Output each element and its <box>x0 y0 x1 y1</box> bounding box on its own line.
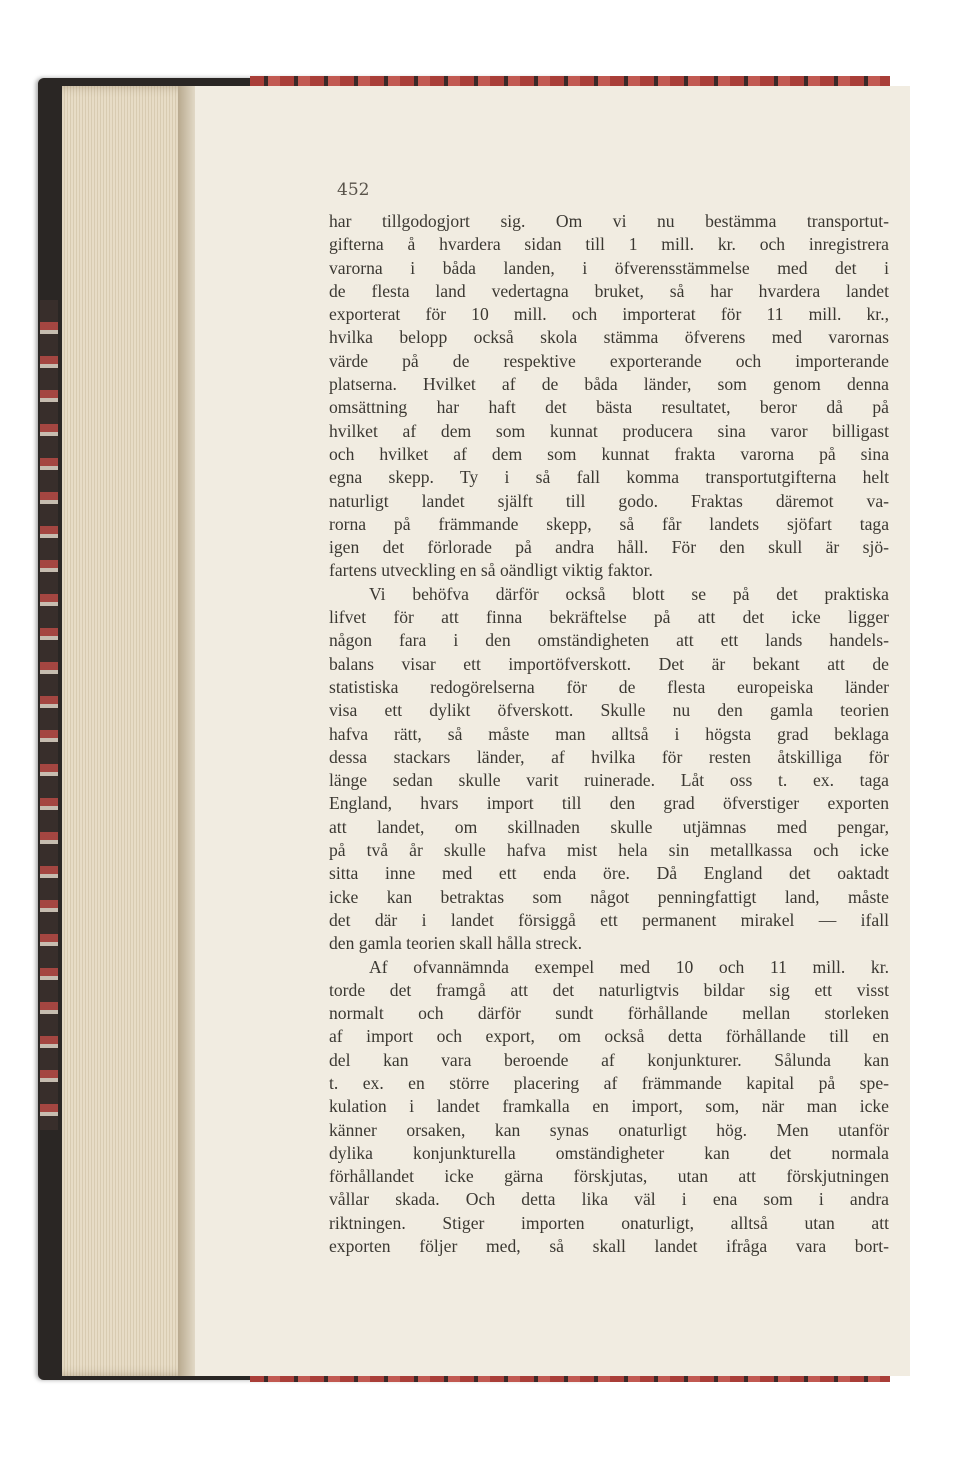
cover-edge-pattern <box>40 300 58 1130</box>
text-line: och hvilket af dem som kunnat frakta varorna på sina <box>329 443 889 464</box>
text-line: normalt och därför sundt förhållande mellan storleken <box>329 1003 889 1024</box>
text-line: balans visar ett importöfverskott. Det är bekant att de <box>329 653 889 674</box>
text-line: sitta inne med ett enda öre. Då England det oaktadt <box>329 863 889 884</box>
page-number: 452 <box>337 180 370 200</box>
text-line: t. ex. en större placering af främmande kapital på spe- <box>329 1072 889 1093</box>
text-line: någon fara i den omständigheten att ett lands handels- <box>329 630 889 651</box>
text-line: visa ett dylikt öfverskott. Skulle nu den gamla teorien <box>329 700 889 721</box>
text-line: lifvet för att finna bekräftelse på att det icke ligger <box>329 607 889 628</box>
text-line: känner orsaken, kan synas onaturligt hög. Men utanför <box>329 1119 889 1140</box>
text-line: del kan vara beroende af konjunkturer. Sålunda kan <box>329 1049 889 1070</box>
text-line: Af ofvannämnda exempel med 10 och 11 mill. kr. <box>369 956 889 977</box>
text-line: förhållandet icke gärna förskjutas, utan att förskjutningen <box>329 1166 889 1187</box>
text-line: statistiska redogörelserna för de flesta europeiska länder <box>329 676 889 697</box>
text-line: icke kan betraktas som något penningfattigt land, måste <box>329 886 889 907</box>
text-line: hafva rätt, så måste man alltså i högsta grad beklaga <box>329 723 889 744</box>
text-line: hvilka belopp också skola stämma öfverens med varornas <box>329 327 889 348</box>
text-line: exporterat för 10 mill. och importerat för 11 mill. kr., <box>329 304 889 325</box>
text-line: torde det framgå att det naturligtvis bildar sig ett visst <box>329 979 889 1000</box>
text-line: platserna. Hvilket af de båda länder, som genom denna <box>329 374 889 395</box>
text-line: de flesta land vedertagna bruket, så har hvardera landet <box>329 280 889 301</box>
text-line: gifterna å hvardera sidan till 1 mill. kr. och inregistrera <box>329 234 889 255</box>
text-line: har tillgodogjort sig. Om vi nu bestämma transportut- <box>329 211 889 231</box>
text-line: hvilket af dem som kunnat producera sina varor billigast <box>329 420 889 441</box>
text-line: egna skepp. Ty i så fall komma transportutgifterna helt <box>329 467 889 488</box>
text-line: värde på de respektive exporterande och importerande <box>329 350 889 371</box>
text-line: naturligt landet själft till godo. Fraktas däremot va- <box>329 490 889 511</box>
text-line: dylika konjunkturella omständigheter kan det normala <box>329 1142 889 1163</box>
text-line: varorna i båda landen, i öfverensstämmelse med det i <box>329 257 889 278</box>
text-line: England, hvars import till den grad öfverstiger exporten <box>329 793 889 814</box>
text-line: igen det förlorade på andra håll. För den skull är sjö- <box>329 537 889 558</box>
text-line: dessa stackars länder, af hvilka för resten åtskilliga för <box>329 746 889 767</box>
text-line: riktningen. Stiger importen onaturligt, alltså utan att <box>329 1212 889 1233</box>
text-line: af import och export, om också detta förhållande till en <box>329 1026 889 1047</box>
page-text <box>329 210 889 1258</box>
text-line: att landet, om skillnaden skulle utjämnas med pengar, <box>329 816 889 837</box>
page-stack <box>62 86 192 1376</box>
text-line: den gamla teorien skall hålla streck. <box>329 933 583 954</box>
text-line: rorna på främmande skepp, så får landets sjöfart taga <box>329 513 889 534</box>
text-line: fartens utveckling en så oändligt viktig faktor. <box>329 560 653 581</box>
text-line: kulation i landet framkalla en import, som, när man icke <box>329 1096 889 1117</box>
text-line: det där i landet försiggå ett permanent mirakel — ifall <box>329 909 889 930</box>
text-line: omsättning har haft det bästa resultatet, beror då på <box>329 397 889 418</box>
text-line: Vi behöfva därför också blott se på det praktiska <box>369 583 889 604</box>
text-line: vållar skada. Och detta lika väl i ena som i andra <box>329 1189 889 1210</box>
text-line: länge sedan skulle varit ruinerade. Låt oss t. ex. taga <box>329 770 889 791</box>
text-line: på två år skulle hafva mist hela sin metallkassa och icke <box>329 840 889 861</box>
text-line: exporten följer med, så skall landet ifråga vara bort- <box>329 1236 889 1257</box>
